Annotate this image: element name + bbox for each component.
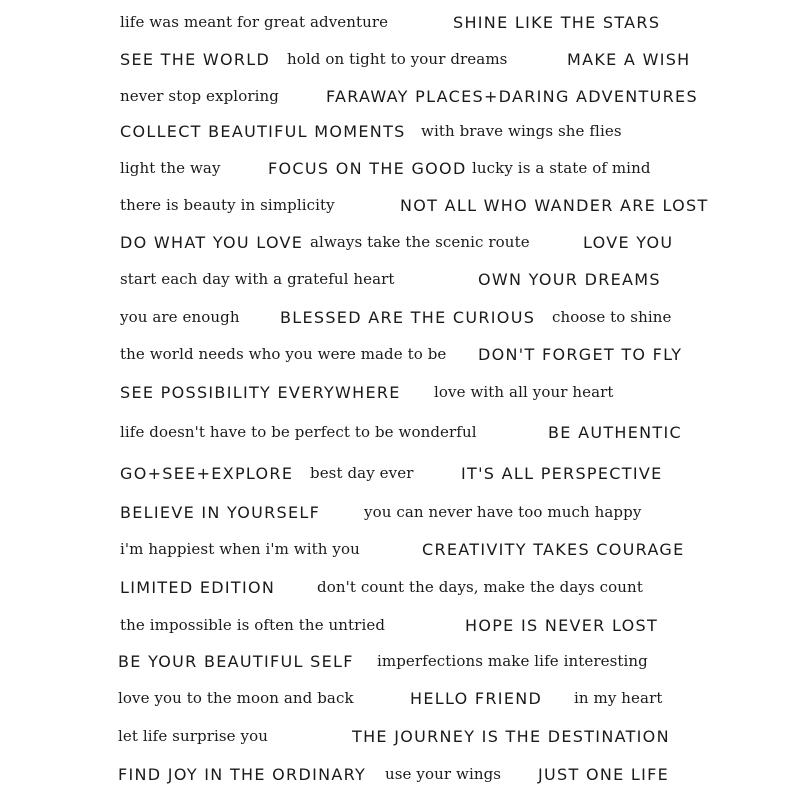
phrase: life was meant for great adventure <box>120 13 389 31</box>
phrase: DON'T FORGET TO FLY <box>478 345 683 364</box>
phrase: choose to shine <box>552 308 672 326</box>
phrase: start each day with a grateful heart <box>120 270 395 288</box>
phrase: light the way <box>120 159 221 177</box>
phrase: CREATIVITY TAKES COURAGE <box>422 540 685 559</box>
phrase: GO+SEE+EXPLORE <box>120 464 294 483</box>
phrase: hold on tight to your dreams <box>287 50 508 68</box>
phrase: you are enough <box>120 308 240 326</box>
phrase: there is beauty in simplicity <box>120 196 335 214</box>
phrase: always take the scenic route <box>310 233 530 251</box>
phrase: with brave wings she flies <box>421 122 622 140</box>
phrase: HELLO FRIEND <box>410 689 543 708</box>
phrase: BE AUTHENTIC <box>548 423 682 442</box>
phrase: use your wings <box>385 765 502 783</box>
phrase: MAKE A WISH <box>567 50 691 69</box>
phrase: never stop exploring <box>120 87 279 105</box>
phrase: i'm happiest when i'm with you <box>120 540 360 558</box>
phrase: BELIEVE IN YOURSELF <box>120 503 321 522</box>
phrase: COLLECT BEAUTIFUL MOMENTS <box>120 122 406 141</box>
phrase: lucky is a state of mind <box>472 159 651 177</box>
phrase: IT'S ALL PERSPECTIVE <box>461 464 663 483</box>
phrase: LIMITED EDITION <box>120 578 276 597</box>
phrase: life doesn't have to be perfect to be wonderful <box>120 423 477 441</box>
phrase: imperfections make life interesting <box>377 652 648 670</box>
phrase: BLESSED ARE THE CURIOUS <box>280 308 536 327</box>
phrase: in my heart <box>574 689 663 707</box>
phrase: you can never have too much happy <box>364 503 642 521</box>
phrase: SEE THE WORLD <box>120 50 271 69</box>
phrase: OWN YOUR DREAMS <box>478 270 661 289</box>
phrase: JUST ONE LIFE <box>538 765 670 784</box>
phrase: FOCUS ON THE GOOD <box>268 159 467 178</box>
phrase: let life surprise you <box>118 727 268 745</box>
phrase: love with all your heart <box>434 383 614 401</box>
phrase: the impossible is often the untried <box>120 616 386 634</box>
phrase: SEE POSSIBILITY EVERYWHERE <box>120 383 401 402</box>
phrase: FARAWAY PLACES+DARING ADVENTURES <box>326 87 698 106</box>
phrase: SHINE LIKE THE STARS <box>453 13 661 32</box>
phrase: NOT ALL WHO WANDER ARE LOST <box>400 196 709 215</box>
phrase: HOPE IS NEVER LOST <box>465 616 659 635</box>
phrase: the world needs who you were made to be <box>120 345 447 363</box>
phrase: BE YOUR BEAUTIFUL SELF <box>118 652 354 671</box>
phrase: THE JOURNEY IS THE DESTINATION <box>352 727 670 746</box>
phrase: DO WHAT YOU LOVE <box>120 233 304 252</box>
phrase: don't count the days, make the days count <box>317 578 643 596</box>
phrase: LOVE YOU <box>583 233 674 252</box>
phrase: love you to the moon and back <box>118 689 354 707</box>
phrase: FIND JOY IN THE ORDINARY <box>118 765 367 784</box>
phrase: best day ever <box>310 464 414 482</box>
